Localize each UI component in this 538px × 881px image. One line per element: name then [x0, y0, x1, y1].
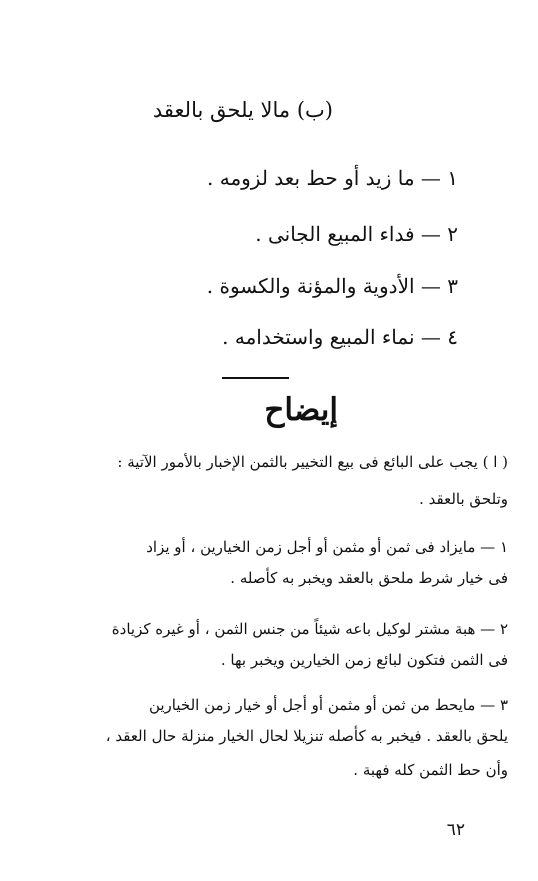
paragraph-line: وتلحق بالعقد .: [419, 490, 508, 508]
list-item: ٣ — الأدوية والمؤنة والكسوة .: [206, 274, 458, 298]
paragraph-line: ( ا ) يجب على البائع فى بيع التخيير بالثمن الإخبار بالأمور الآتية :: [117, 453, 508, 471]
paragraph-line: وأن حط الثمن كله فهبة .: [353, 761, 508, 779]
paragraph-line: فى الثمن فتكون لبائع زمن الخيارين ويخبر بها .: [220, 651, 508, 669]
page-title: إيضاح: [264, 392, 338, 428]
paragraph-line: ١ — مايزاد فى ثمن أو مثمن أو أجل زمن الخيارين ، أو يزاد: [146, 538, 508, 556]
paragraph-line: ٢ — هبة مشتر لوكيل باعه شيئاً من جنس الثمن ، أو غيره كزيادة: [111, 620, 508, 638]
section-heading: (ب) مالا يلحق بالعقد: [152, 98, 333, 122]
paragraph-line: ٣ — مايحط من ثمن أو مثمن أو أجل أو خيار زمن الخيارين: [148, 696, 508, 714]
divider-line: [222, 377, 289, 379]
paragraph-line: يلحق بالعقد . فيخبر به كأصله تنزيلا لحال الخيار منزلة حال العقد ،: [105, 727, 508, 745]
paragraph-line: فى خيار شرط ملحق بالعقد ويخبر به كأصله .: [230, 569, 508, 587]
page-number: ٦٢: [446, 820, 465, 840]
list-item: ١ — ما زيد أو حط بعد لزومه .: [207, 166, 458, 190]
list-item: ٢ — فداء المبيع الجانى .: [255, 222, 458, 246]
list-item: ٤ — نماء المبيع واستخدامه .: [222, 325, 458, 349]
